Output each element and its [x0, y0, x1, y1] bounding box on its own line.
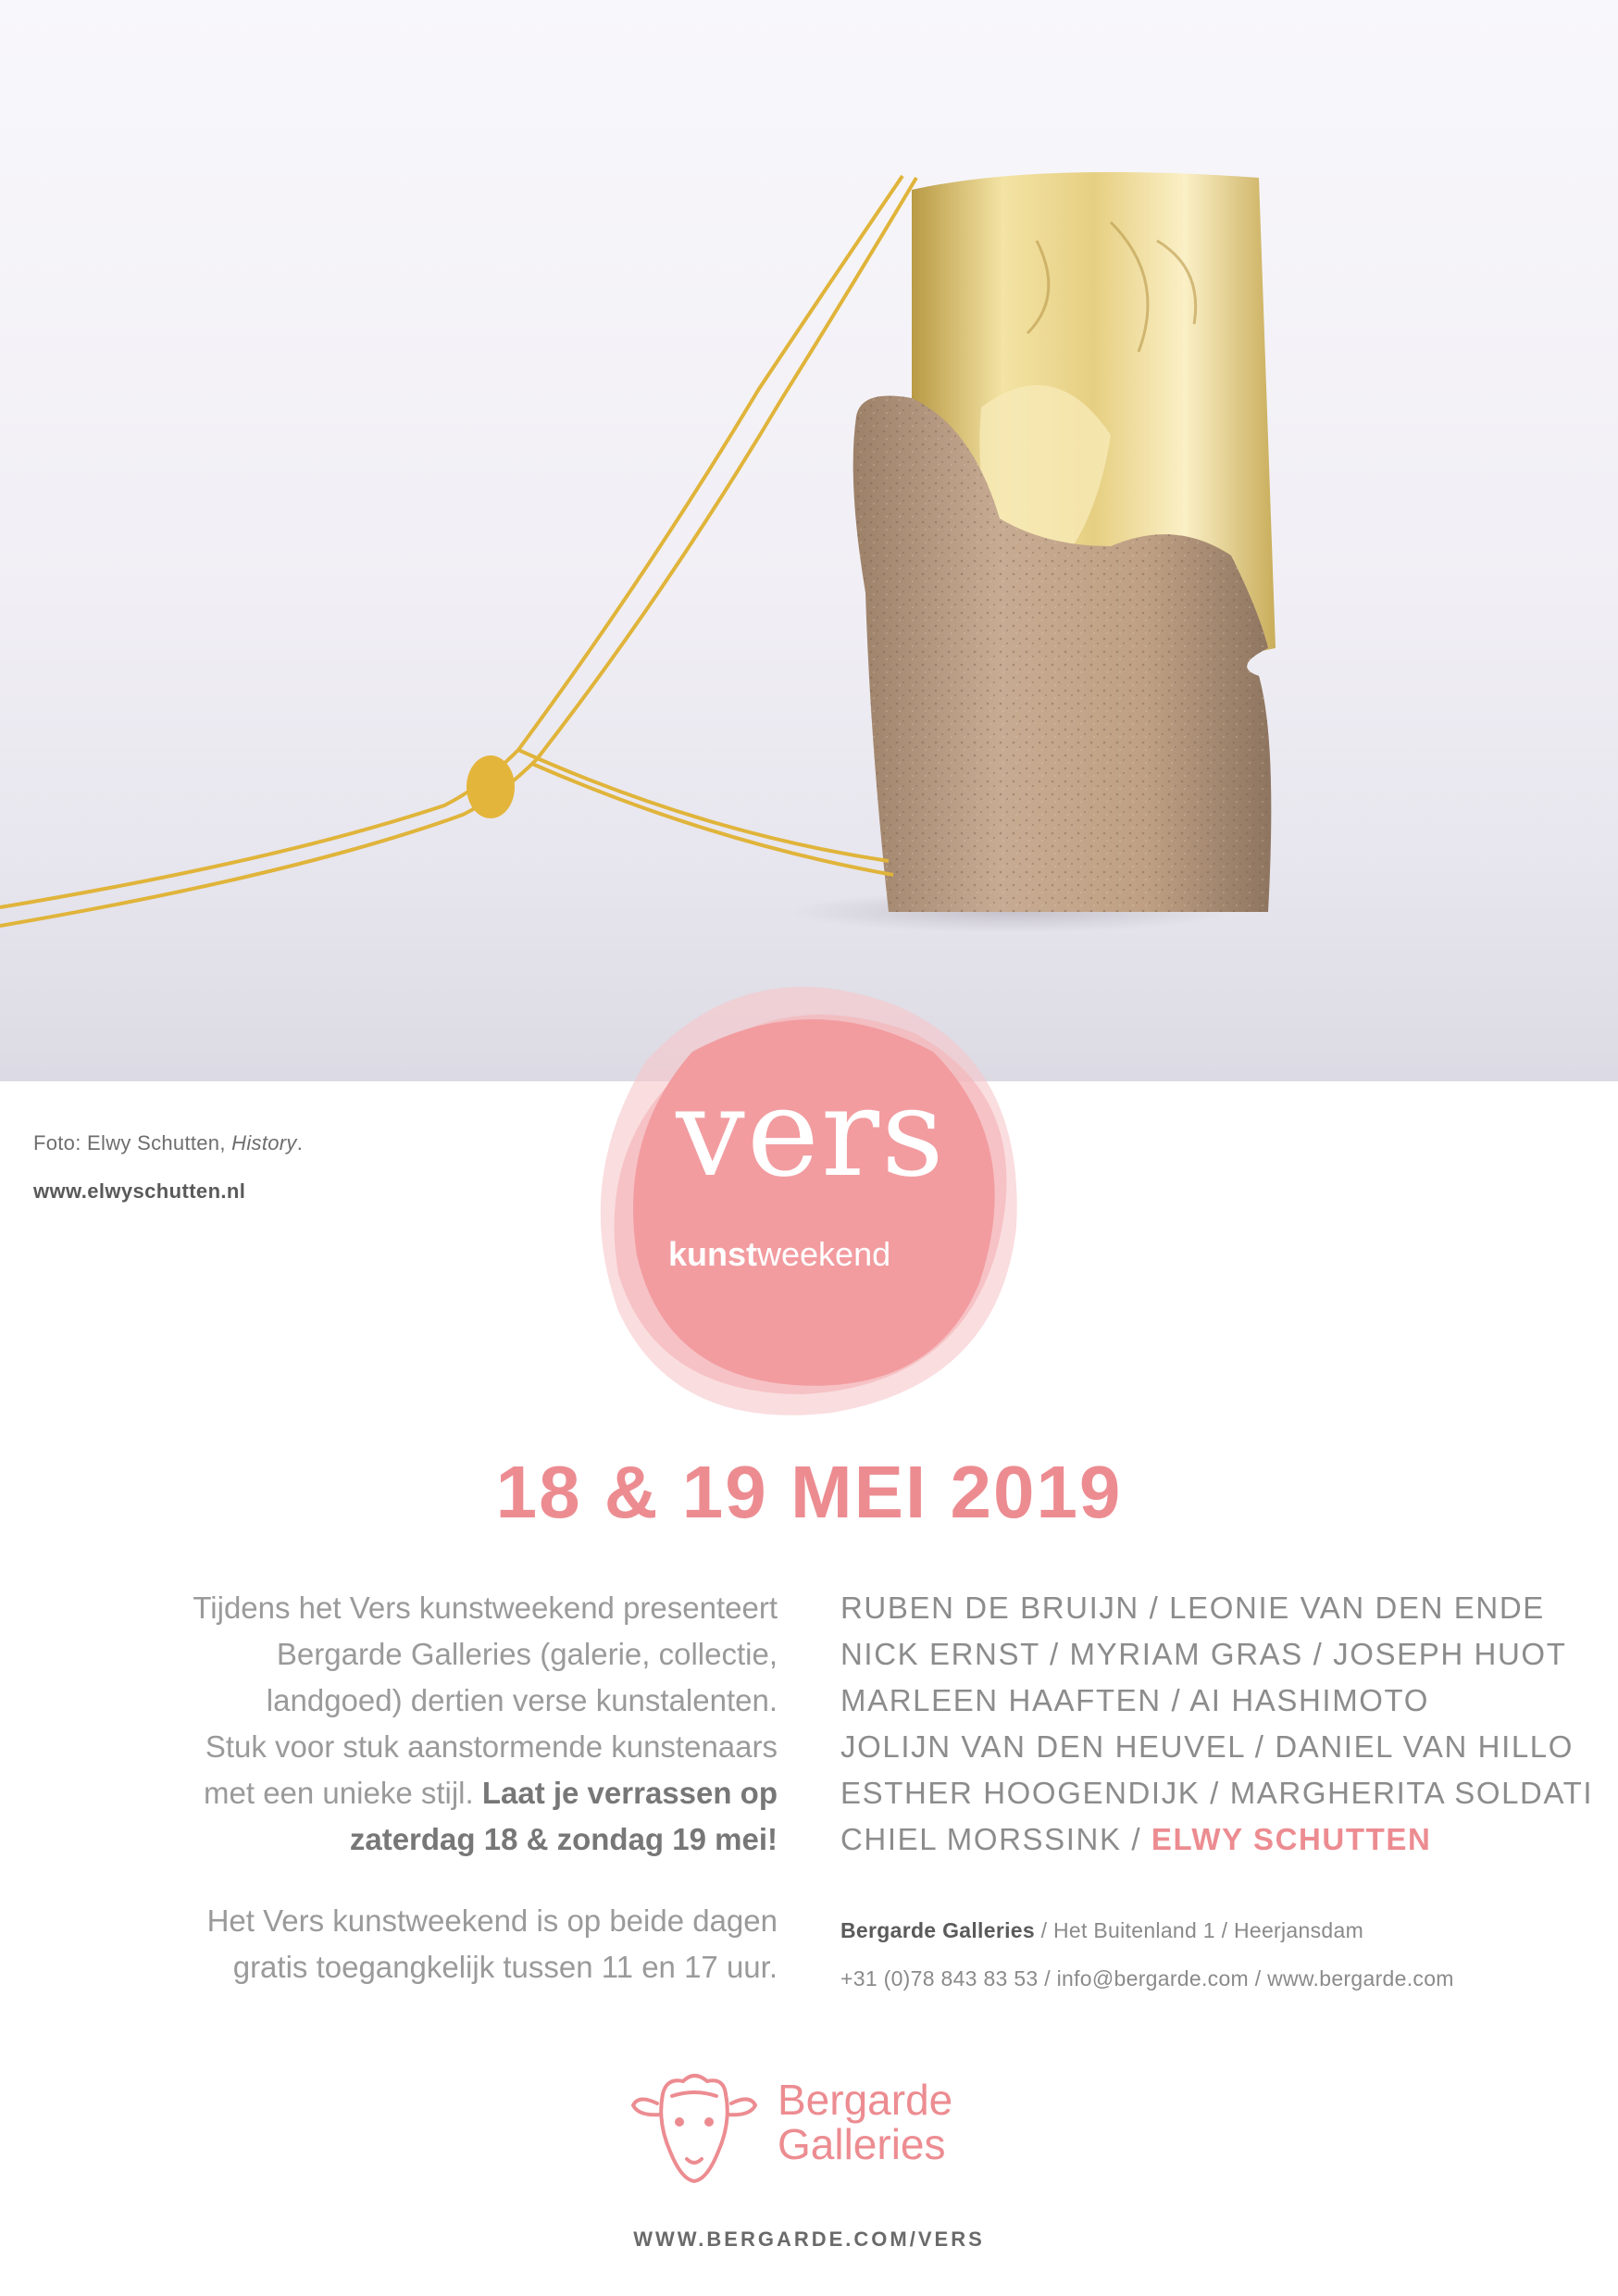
logo-kunst: kunst: [668, 1235, 758, 1273]
intro-line: Tijdens het Vers kunstweekend presenteert: [193, 1591, 778, 1625]
bergarde-galleries-logo-text: [778, 2078, 952, 2166]
brand-line-2: Galleries: [778, 2120, 946, 2168]
artist-list: [840, 1585, 1599, 1863]
artist-line: RUBEN DE BRUIJN / LEONIE VAN DEN ENDE: [840, 1591, 1545, 1625]
artist-website-link[interactable]: www.elwyschutten.nl: [33, 1179, 246, 1203]
hours-line: gratis toegangkelijk tussen 11 en 17 uur.: [232, 1950, 778, 1984]
gold-chain: [0, 176, 916, 926]
hero-photo: [0, 0, 1618, 1081]
artist-name: CHIEL MORSSINK /: [840, 1822, 1151, 1856]
gallery-name: Bergarde Galleries: [840, 1918, 1035, 1942]
chain-knot: [467, 755, 515, 818]
caption-title: History: [231, 1131, 297, 1154]
intro-line: landgoed) dertien verse kunstalenten.: [266, 1683, 778, 1717]
logo-weekend: weekend: [757, 1235, 891, 1273]
vers-logo-text: vers: [676, 1062, 946, 1204]
intro-line-bold: zaterdag 18 & zondag 19 mei!: [349, 1822, 778, 1856]
intro-paragraph: [56, 1585, 778, 1863]
caption-prefix: Foto: Elwy Schutten,: [33, 1131, 232, 1154]
intro-line: [56, 1770, 778, 1816]
artist-line: ESTHER HOOGENDIJK / MARGHERITA SOLDATI: [840, 1776, 1594, 1810]
kunstweekend-logo-text: [668, 1235, 890, 1274]
highlighted-artist-name: ELWY SCHUTTEN: [1151, 1822, 1432, 1856]
intro-line-normal: met een unieke stijl.: [204, 1776, 482, 1810]
intro-line-bold: Laat je verrassen op: [481, 1776, 778, 1810]
artist-line: [840, 1816, 1599, 1863]
caption-suffix: .: [296, 1131, 304, 1154]
photo-caption: [33, 1131, 303, 1155]
artist-line: NICK ERNST / MYRIAM GRAS / JOSEPH HUOT: [840, 1637, 1567, 1671]
contact-details: +31 (0)78 843 83 53 / info@bergarde.com / www.bergarde.com: [840, 1966, 1454, 1990]
intro-line: Bergarde Galleries (galerie, collectie,: [276, 1637, 778, 1671]
artist-line: JOLIJN VAN DEN HEUVEL / DANIEL VAN HILLO: [840, 1729, 1574, 1764]
event-date: 18 & 19 MEI 2019: [495, 1451, 1123, 1533]
intro-line: [56, 1816, 778, 1863]
sheep-head-icon: [629, 2066, 759, 2187]
opening-hours-paragraph: [56, 1898, 778, 1990]
pendant-illustration: [0, 0, 1618, 1081]
intro-line: Stuk voor stuk aanstormende kunstenaars: [205, 1729, 778, 1764]
artist-line: MARLEEN HAAFTEN / AI HASHIMOTO: [840, 1683, 1429, 1717]
gallery-address: [840, 1918, 1363, 1943]
address-text: / Het Buitenland 1 / Heerjansdam: [1034, 1918, 1364, 1942]
hours-line: Het Vers kunstweekend is op beide dagen: [206, 1903, 778, 1938]
event-website-link[interactable]: WWW.BERGARDE.COM/VERS: [633, 2227, 985, 2251]
brand-line-1: Bergarde: [778, 2076, 953, 2124]
